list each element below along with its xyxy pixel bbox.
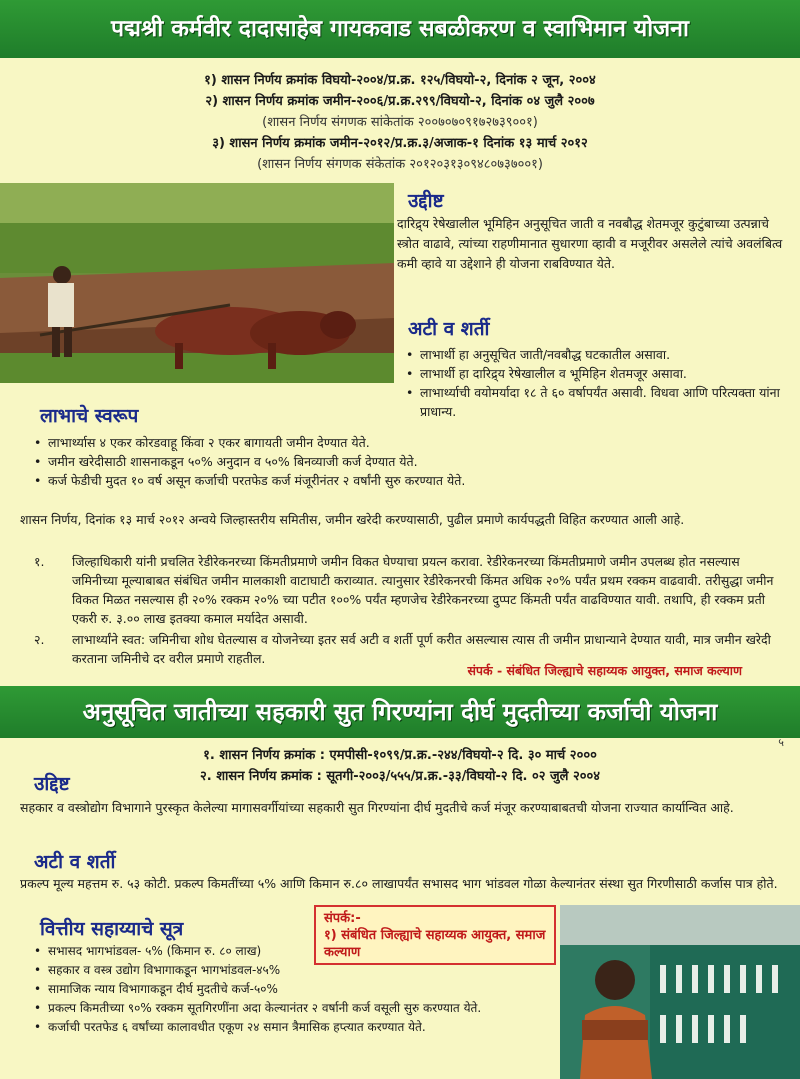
farmer-ploughing-photo bbox=[0, 183, 394, 383]
list-text: जिल्हाधिकारी यांनी प्रचलित रेडीरेकनरच्या किंमतीप्रमाणे जमीन विकत घेण्याचा प्रयत्न करावा. रेडीरेकनरच्या किंमतीप्रमाणे जमीन उपलब्ध होत नसल्यास जमिनीच्या मूल्याबाबत संबंधित जमीन मालकाशी वाटाघाटी कराव्यात. त्यानुसार रेडीरेकनरची किंमत अधिक २०% पर्यंत प्रथम रक्कम वाढवावी. तरीसुद्धा जमीन विकत मिळत नसल्यास ही २०% रक्कम २०% च्या पटीत १००% पर्यंत म्हणजेच रेडीरेकनरच्या दुप्पट किंमती पर्यंत वाढविण्यात यावी. तथापि, ही रक्कम प्रती एकरी रु. ३.०० लाख इतक्या कमाल मर्यादेत असावी. bbox=[72, 554, 774, 626]
scheme2-conditions-heading: अटी व शर्ती bbox=[34, 851, 116, 873]
scheme1-ref-1: १) शासन निर्णय क्रमांक विघयो-२००४/प्र.क्र. १२५/विघयो-२, दिनांक २ जून, २००४ bbox=[204, 73, 596, 88]
list-item: • सभासद भागभांडवल- ५% (किमान रु. ८० लाख) bbox=[34, 942, 564, 961]
scheme2-contact-text: १) संबंधित जिल्ह्याचे सहाय्यक आयुक्त, समाज कल्याण bbox=[324, 928, 546, 960]
scheme1-ref-2: २) शासन निर्णय क्रमांक जमीन-२००६/प्र.क्र.२९९/विघयो-२, दिनांक ०४ जुलै २००७ bbox=[205, 94, 595, 109]
list-item bbox=[34, 552, 786, 628]
scheme2-title-banner: अनुसूचित जातीच्या सहकारी सुत गिरण्यांना दीर्घ मुदतीच्या कर्जाची योजना bbox=[0, 686, 800, 738]
scheme1-benefits-heading: लाभाचे स्वरूप bbox=[40, 405, 139, 427]
list-item: • जमीन खरेदीसाठी शासनाकडून ५०% अनुदान व ५०% बिनव्याजी कर्ज देण्यात येते. bbox=[34, 452, 594, 471]
spinning-mill-photo bbox=[560, 905, 800, 1079]
list-item: • प्रकल्प किमतीच्या ९०% रक्कम सूतगिरणींना अदा केल्यानंतर २ वर्षानी कर्ज वसूली सुरु करण्यात येते. bbox=[34, 999, 564, 1018]
scheme2-contact-label: संपर्क:- bbox=[324, 911, 361, 926]
scheme2-objective-heading: उद्दिष्ट bbox=[34, 773, 70, 795]
scheme1-ref-2-code: (शासन निर्णय संगणक सांकेतांक २००७०७०९१७२७३९००१) bbox=[262, 115, 538, 130]
scheme1-benefits-list bbox=[34, 433, 594, 490]
scheme1-ref-3: ३) शासन निर्णय क्रमांक जमीन-२०१२/प्र.क्र.३/अजाक-१ दिनांक १३ मार्च २०१२ bbox=[212, 136, 588, 151]
scheme2-objective-text: सहकार व वस्त्रोद्योग विभागाने पुरस्कृत केलेल्या मागासवर्गीयांच्या सहकारी सुत गिरण्यांना दीर्घ मुदतीचे कर्ज मंजूर करण्याबाबतची योजना राज्यात कार्यान्वित आहे. bbox=[20, 800, 734, 815]
scheme1-title-banner: पद्मश्री कर्मवीर दादासाहेब गायकवाड सबळीकरण व स्वाभिमान योजना bbox=[0, 0, 800, 58]
list-number: १. bbox=[34, 554, 45, 569]
scheme1-objective-text: दारिद्र्य रेषेखालील भूमिहिन अनुसूचित जाती व नवबौद्ध शेतमजूर कुटुंबाच्या उत्पन्नाचे स्त्रोत वाढावे, त्यांच्या राहणीमानात सुधारणा व्हावी व मजूरीवर असलेले त्यांचे अवलंबित्व कमी व्हावे या उद्देशाने ही योजना राबविण्यात येते. bbox=[397, 216, 783, 271]
scheme2-ref-1: १. शासन निर्णय क्रमांक : एमपीसी-१०९९/प्र.क्र.-२४४/विघयो-२ दि. ३० मार्च २००० bbox=[203, 748, 597, 763]
scheme1-contact: संपर्क - संबंधित जिल्ह्याचे सहाय्यक आयुक्त, समाज कल्याण bbox=[467, 663, 742, 678]
scheme1-procedure-list bbox=[34, 552, 786, 670]
list-item: • सामाजिक न्याय विभागाकडून दीर्घ मुदतीचे कर्ज-५०% bbox=[34, 980, 564, 999]
scheme1-objective-heading: उद्दीष्ट bbox=[408, 190, 444, 212]
list-item: • लाभार्थी हा अनुसूचित जाती/नवबौद्ध घटकातील असावा. bbox=[406, 345, 786, 364]
scheme2-finance-heading: वित्तीय सहाय्याचे सूत्र bbox=[40, 918, 184, 940]
scheme2-ref-2: २. शासन निर्णय क्रमांक : सूतगी-२००३/५५५/प्र.क्र.-३३/विघयो-२ दि. ०२ जुलै २००४ bbox=[199, 769, 601, 784]
scheme1-conditions-heading: अटी व शर्ती bbox=[408, 318, 490, 340]
list-item: • कर्जाची परतफेड ६ वर्षांच्या कालावधीत एकूण २४ समान त्रैमासिक हप्त्यात करण्यात येते. bbox=[34, 1018, 564, 1037]
list-item: • सहकार व वस्त्र उद्योग विभागाकडून भागभांडवल-४५% bbox=[34, 961, 564, 980]
list-item: • लाभार्थ्याची वयोमर्यादा १८ ते ६० वर्षापर्यंत असावी. विधवा आणि परित्यक्ता यांना प्राधान्य. bbox=[406, 383, 786, 421]
scheme2-conditions-text: प्रकल्प मूल्य महत्तम रु. ५३ कोटी. प्रकल्प किमतींच्या ५% आणि किमान रु.८० लाखापर्यंत सभासद भाग भांडवल गोळा केल्यानंतर संस्था सुत गिरणीसाठी कर्जास पात्र होते. bbox=[20, 876, 778, 891]
scheme2-contact-box bbox=[314, 905, 556, 965]
scheme1-conditions-list bbox=[406, 345, 786, 421]
page-number: ५ bbox=[778, 736, 784, 749]
list-item: • कर्ज फेडीची मुदत १० वर्ष असून कर्जाची परतफेड कर्ज मंजूरीनंतर २ वर्षांनी सुरु करण्यात येते. bbox=[34, 471, 594, 490]
list-item: • लाभार्थ्यास ४ एकर कोरडवाहू किंवा २ एकर बागायती जमीन देण्यात येते. bbox=[34, 433, 594, 452]
scheme1-gr-text: शासन निर्णय, दिनांक १३ मार्च २०१२ अन्वये जिल्हास्तरीय समितीस, जमीन खरेदी करण्यासाठी, पुढील प्रमाणे कार्यपद्धती विहित करण्यात आली आहे. bbox=[20, 512, 685, 527]
list-item: • लाभार्थी हा दारिद्र्य रेषेखालील व भूमिहिन शेतमजूर असावा. bbox=[406, 364, 786, 383]
list-number: २. bbox=[34, 632, 45, 647]
scheme1-references bbox=[0, 70, 800, 175]
scheme2-references bbox=[0, 745, 800, 787]
list-text: लाभार्थ्यांने स्वत: जमिनीचा शोध घेतल्यास व योजनेच्या इतर सर्व अटी व शर्ती पूर्ण करीत असल्यास त्यास ती जमीन प्राधान्याने देण्यात यावी, मात्र जमीन खरेदी करताना जमिनीचे दर वरील प्रमाणे राहतील. bbox=[72, 632, 771, 666]
scheme1-ref-3-code: (शासन निर्णय संगणक संकेतांक २०१२०३१३०९४८०७३७००१) bbox=[257, 157, 543, 172]
